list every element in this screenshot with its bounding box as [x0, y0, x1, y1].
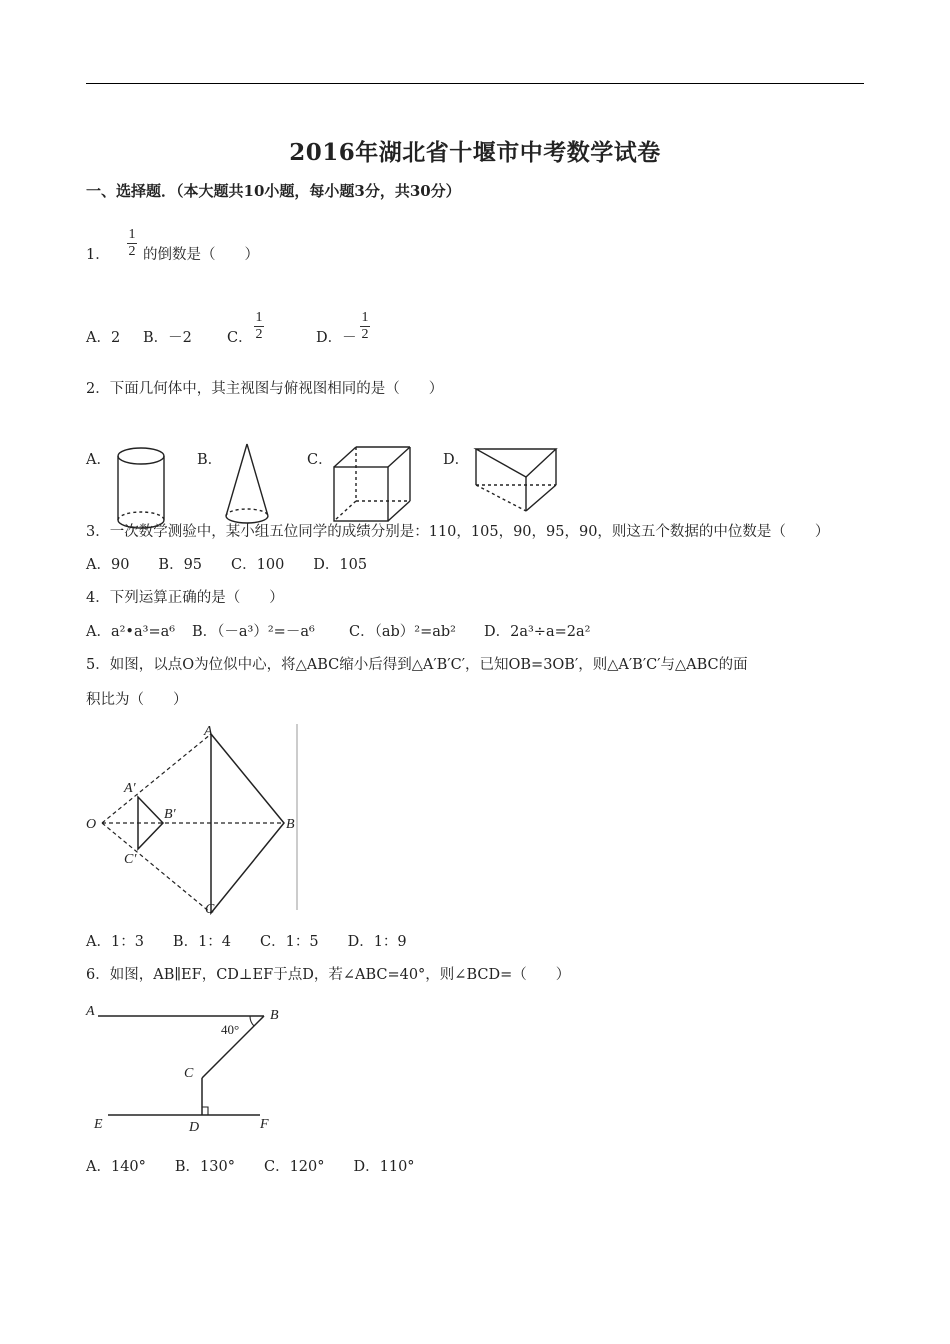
q1-fraction-denominator: 2 [128, 244, 136, 259]
q4-option-d: D．2a³÷a=2a² [484, 624, 591, 640]
q1-option-d: D．－ [316, 330, 357, 346]
q5-similar-triangles-figure [84, 720, 304, 915]
label-c-prime: C′ [124, 852, 137, 867]
q1-fraction-numerator: 1 [128, 227, 136, 242]
cube-icon [330, 445, 415, 525]
label-a: A [86, 1004, 95, 1019]
label-b: B [286, 817, 295, 832]
q1-c-denominator: 2 [255, 327, 263, 342]
label-e: E [94, 1117, 103, 1132]
label-a-prime: A′ [124, 781, 136, 796]
q1-option-c-fraction [254, 310, 264, 343]
triangular-prism-icon [472, 445, 562, 515]
angle-label: 40° [221, 1022, 240, 1037]
page-title: 2016年湖北省十堰市中考数学试卷 [289, 139, 661, 166]
q1-d-denominator: 2 [361, 327, 369, 342]
q1-number: 1． [86, 247, 110, 263]
label-c: C [205, 902, 215, 917]
q1-option-c: C． [227, 330, 253, 346]
q2-label-a: A． [86, 452, 111, 468]
q2-label-c: C． [307, 452, 333, 468]
label-b: B [270, 1008, 279, 1023]
cone-icon [220, 440, 280, 532]
q4-option-a: A．a²•a³=a⁶ [86, 624, 176, 640]
label-d: D [189, 1120, 200, 1135]
q5-options: A．1：3 B．1：4 C．1：5 D．1：9 [86, 934, 407, 950]
q1-c-numerator: 1 [255, 310, 263, 325]
q4-option-c: C．（ab）²=ab² [349, 624, 456, 640]
q2-stem: 2．下面几何体中，其主视图与俯视图相同的是（ ） [86, 381, 444, 397]
cylinder-icon [110, 440, 170, 532]
q2-label-b: B． [197, 452, 223, 468]
q6-parallel-lines-figure [84, 998, 284, 1133]
header-rule [86, 83, 864, 84]
section-heading: 一、选择题．（本大题共10小题，每小题3分，共30分） [86, 182, 461, 200]
q3-options: A．90 B．95 C．100 D．105 [86, 557, 368, 573]
q4-stem: 4．下列运算正确的是（ ） [86, 590, 284, 606]
label-c: C [184, 1066, 194, 1081]
q4-option-b: B．（－a³）²=－a⁶ [192, 624, 315, 640]
q6-options: A．140° B．130° C．120° D．110° [86, 1159, 415, 1175]
label-b-prime: B′ [164, 807, 176, 822]
label-o: O [86, 817, 97, 832]
q5-stem-line2: 积比为（ ） [86, 692, 188, 708]
q6-stem: 6．如图，AB∥EF，CD⊥EF于点D，若∠ABC=40°，则∠BCD=（ ） [86, 967, 571, 983]
q1-stem: 的倒数是（ ） [143, 247, 259, 263]
q5-stem-line1: 5．如图，以点O为位似中心，将△ABC缩小后得到△A′B′C′，已知OB=3OB′，则△A′B′C′与△ABC的面 [86, 657, 748, 673]
q2-label-d: D． [443, 452, 470, 468]
q1-d-numerator: 1 [361, 310, 369, 325]
q1-fraction [127, 227, 137, 260]
q1-option-a: A．2 [86, 330, 121, 346]
q1-option-d-fraction [360, 310, 370, 343]
q1-option-b: B．－2 [143, 330, 192, 346]
label-a: A [204, 724, 213, 739]
label-f: F [260, 1117, 269, 1132]
q3-stem: 3．一次数学测验中，某小组五位同学的成绩分别是：110，105，90，95，90，则这五个数据的中位数是（ ） [86, 524, 830, 540]
